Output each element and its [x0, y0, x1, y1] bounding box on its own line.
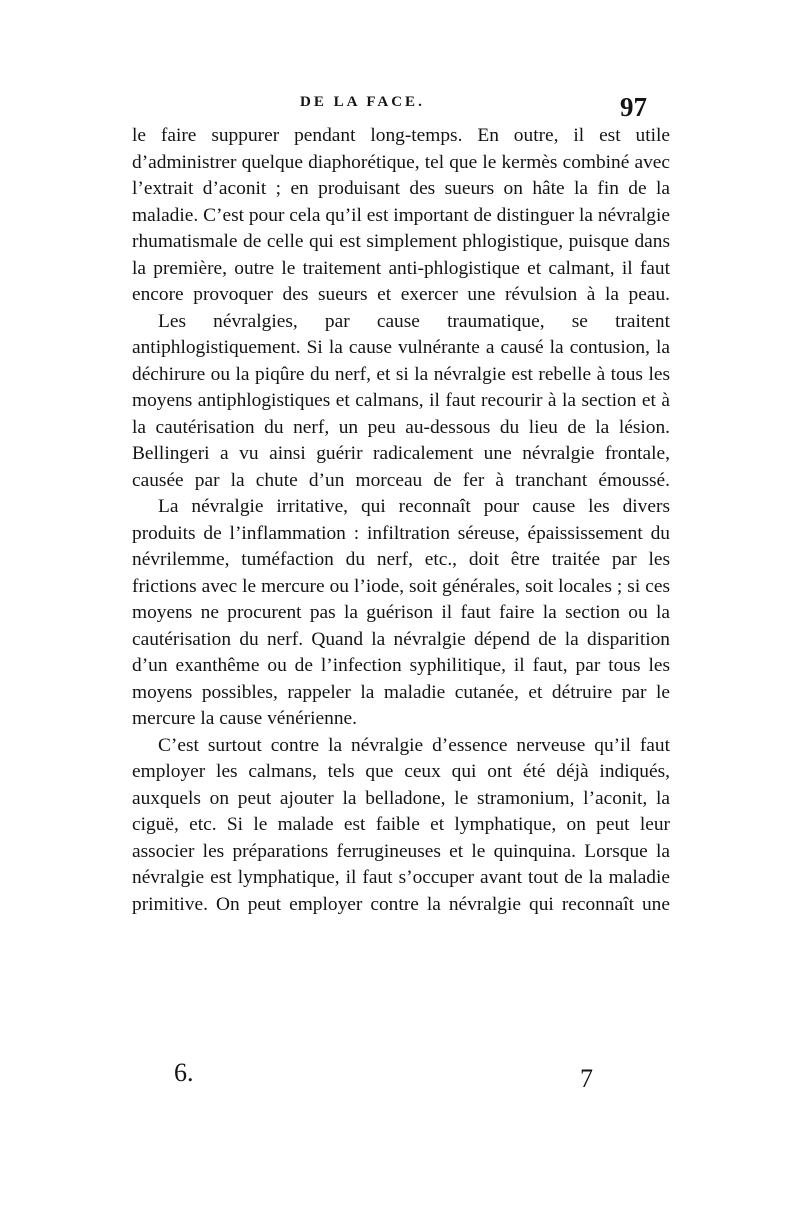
running-title: DE LA FACE. [300, 94, 425, 110]
page-number: 97 [620, 92, 647, 122]
signature-mark: 6. [174, 1058, 194, 1087]
paragraph-traumatic-neuralgia: Les névralgies, par cause traumatique, se traitent antiphlogistiquement. Si la cause vulnérante a causé la contusion, la déchirure ou la piqûre du nerf, et si la névralgie est rebelle à tous les moyens antiphlogistiques et calmans, il faut recourir à la section et à la cautérisation du nerf, un peu au-dessous du lieu de la lésion. Bellingeri a vu ainsi guérir radicalement une névralgie frontale, causée par la chute d’un morceau de fer à tranchant émoussé. [132, 310, 670, 491]
paragraph-nervous-neuralgia: C’est surtout contre la névralgie d’essence nerveuse qu’il faut employer les calmans, tels que ceux qui ont été déjà indiqués, auxquels on peut ajouter la belladone, le stramonium, l’aconit, la ciguë, etc. Si le malade est faible et lymphatique, on peut leur associer les préparations ferrugineuses et le quinquina. Lorsque la névralgie est lymphatique, il faut s’occuper avant tout de la maladie primitive. On peut employer contre la névralgie qui reconnaît une [132, 734, 670, 915]
paragraph-irritative-neuralgia: La névralgie irritative, qui reconnaît pour cause les divers produits de l’inflammation : infiltration séreuse, épaississement du névrilemme, tuméfaction du nerf, etc., doit être traitée par les frictions avec le mercure ou l’iode, soit générales, soit locales ; si ces moyens ne procurent pas la guérison il faut faire la section ou la cautérisation du nerf. Quand la névralgie dépend de la disparition d’un exanthême ou de l’infection syphilitique, il faut, par tous les moyens possibles, rappeler la maladie cutanée, et détruire par le mercure la cause vénérienne. [132, 496, 670, 729]
sheet-number: 7 [580, 1064, 593, 1093]
body-text [132, 123, 670, 918]
paragraph-continuation: le faire suppurer pendant long-temps. En outre, il est utile d’administrer quelque diaphorétique, tel que le kermès combiné avec l’extrait d’aconit ; en produisant des sueurs on hâte la fin de la maladie. C’est pour cela qu’il est important de distinguer la névralgie rhumatismale de celle qui est simplement phlogistique, puisque dans la première, outre le traitement anti-phlogistique et calmant, il faut encore provoquer des sueurs et exercer une révulsion à la peau. [132, 125, 670, 305]
